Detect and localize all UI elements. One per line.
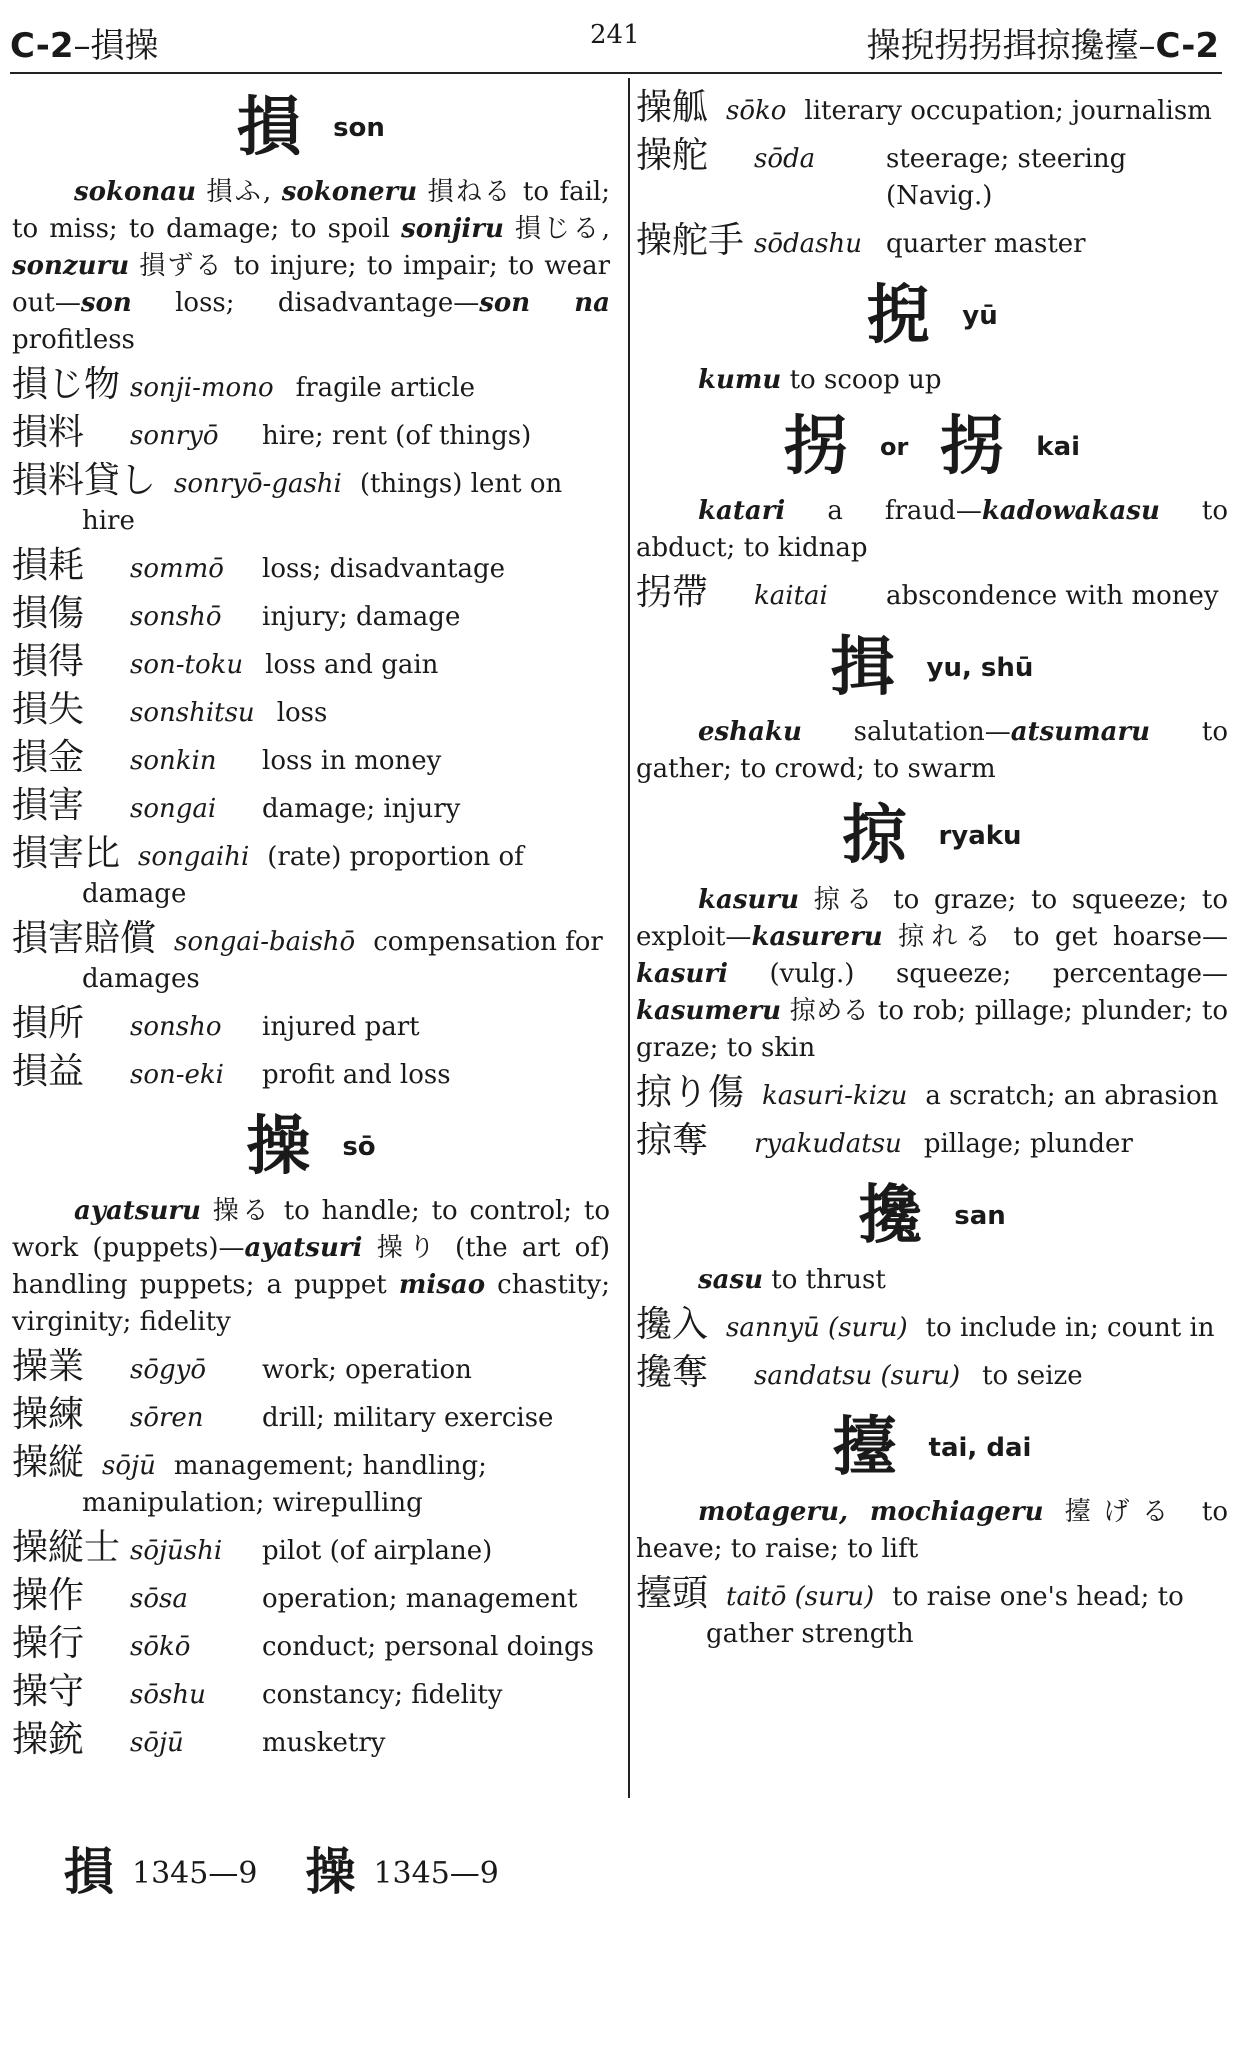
header-left-title: 損操 — [90, 26, 159, 66]
dictionary-entry — [636, 1074, 1228, 1115]
definition-san — [636, 1262, 1228, 1299]
kanji-heading-yu — [636, 270, 1228, 362]
entry-kanji: 操縦 — [12, 1442, 85, 1483]
cross-reference-footer — [64, 1832, 547, 1904]
dictionary-entry — [12, 1444, 610, 1522]
entry-romaji: sommō — [130, 554, 224, 584]
entry-kanji: 操銃 — [12, 1719, 85, 1760]
entry-kanji: 操業 — [12, 1346, 85, 1387]
xref-kanji: 操 — [305, 1842, 356, 1901]
def-text: 損ねる to fail; to miss; to damage; to spoil — [12, 177, 611, 244]
kanji-heading-kai — [636, 401, 1228, 493]
dictionary-entry — [12, 1005, 610, 1046]
dictionary-entry — [12, 595, 610, 636]
heading-kanji: 揖 — [830, 630, 895, 705]
def-term: eshaku — [698, 717, 802, 747]
heading-reading: san — [954, 1201, 1006, 1231]
dictionary-entry — [12, 1053, 610, 1094]
def-text: 損ふ, — [196, 177, 282, 207]
def-text: loss; disadvantage— — [131, 288, 480, 318]
entry-meaning: loss; disadvantage — [262, 554, 506, 584]
dictionary-entry — [12, 547, 610, 588]
definition-yu — [636, 362, 1228, 399]
heading-or: or — [879, 433, 909, 461]
dictionary-entry — [12, 462, 610, 540]
def-text: 掠る to graze; to squeeze; to exploit— — [636, 885, 1228, 952]
definition-son — [12, 174, 610, 359]
def-term: sasu — [698, 1265, 764, 1295]
definition-so — [12, 1193, 610, 1341]
dictionary-entry — [636, 89, 1228, 130]
header-right: 操掜拐拐揖掠攙擡–C-2 — [866, 26, 1219, 66]
entry-romaji: sōko — [726, 96, 787, 126]
heading-kanji: 掜 — [866, 278, 931, 353]
def-term: sonzuru — [12, 251, 130, 281]
entry-romaji: sōdashu — [754, 229, 862, 259]
entry-romaji: sonji-mono — [130, 373, 274, 403]
def-term: ayatsuri — [244, 1233, 363, 1263]
def-text: 操り (the art of) handling puppets; a puppet — [12, 1233, 610, 1300]
def-text: 掠める to rob; pillage; plunder; to graze; to skin — [636, 996, 1228, 1063]
dictionary-entry — [636, 1354, 1228, 1395]
heading-kanji: 損 — [237, 90, 302, 165]
def-text: to abduct; to kidnap — [636, 496, 1228, 563]
entry-kanji: 損金 — [12, 737, 85, 778]
entry-romaji: sōkō — [130, 1632, 191, 1662]
entry-meaning: loss and gain — [265, 650, 439, 680]
def-text: chastity; virginity; fidelity — [12, 1270, 610, 1337]
entry-kanji: 掠り傷 — [636, 1072, 745, 1113]
def-term: kasureru — [751, 922, 883, 952]
entry-romaji: sandatsu (suru) — [754, 1361, 961, 1391]
left-column — [12, 82, 610, 1769]
right-column — [636, 82, 1228, 1660]
dictionary-entry — [12, 1396, 610, 1437]
heading-reading: sō — [342, 1132, 376, 1162]
kanji-heading-ryaku — [636, 790, 1228, 882]
entry-romaji: son-toku — [130, 650, 244, 680]
dictionary-entry — [12, 1348, 610, 1389]
heading-reading: son — [333, 113, 385, 143]
entry-kanji: 操舵 — [636, 135, 709, 176]
entry-romaji: sōren — [130, 1403, 204, 1433]
entry-meaning: management; handling; manipulation; wirepulling — [82, 1451, 487, 1518]
entry-kanji: 損じ物 — [12, 364, 121, 405]
entry-meaning: a scratch; an abrasion — [925, 1081, 1219, 1111]
entry-kanji: 損害賠償 — [12, 918, 157, 959]
dictionary-entry — [12, 414, 610, 455]
entry-meaning: damage; injury — [262, 794, 461, 824]
kanji-heading-son — [12, 82, 610, 174]
heading-reading: yu, shū — [926, 653, 1034, 683]
entry-romaji: sonshitsu — [130, 698, 255, 728]
definition-yushu — [636, 714, 1228, 788]
entry-romaji: sōgyō — [130, 1355, 206, 1385]
entry-meaning: constancy; fidelity — [262, 1680, 503, 1710]
entry-meaning: drill; military exercise — [262, 1403, 554, 1433]
entry-romaji: kaitai — [754, 581, 828, 611]
page-number: 241 — [590, 20, 640, 50]
def-term: kadowakasu — [981, 496, 1160, 526]
kanji-heading-san — [636, 1170, 1228, 1262]
entry-kanji: 掠奪 — [636, 1120, 709, 1161]
entry-kanji: 損所 — [12, 1003, 85, 1044]
dictionary-entry — [12, 691, 610, 732]
heading-kanji: 操 — [246, 1109, 311, 1184]
entry-romaji: sannyū (suru) — [726, 1313, 908, 1343]
entry-meaning: injury; damage — [262, 602, 461, 632]
dictionary-entry — [636, 574, 1228, 615]
entry-kanji: 擡頭 — [636, 1573, 709, 1614]
dictionary-entry — [12, 1673, 610, 1714]
def-term: sokonau — [74, 177, 196, 207]
entry-meaning: hire; rent (of things) — [262, 421, 532, 451]
dictionary-entry — [636, 222, 1228, 263]
entry-kanji: 操舵手 — [636, 220, 745, 261]
entry-romaji: sōjū — [130, 1728, 184, 1758]
entry-meaning: to raise one's head; to gather strength — [706, 1582, 1184, 1649]
entry-romaji: sōjūshi — [130, 1536, 223, 1566]
entry-kanji: 損害比 — [12, 833, 121, 874]
entry-meaning: (rate) proportion of damage — [82, 842, 524, 909]
def-term: ayatsuru — [74, 1196, 201, 1226]
entry-kanji: 損得 — [12, 641, 85, 682]
dictionary-entry — [12, 1721, 610, 1762]
def-term: son na — [479, 288, 611, 318]
entry-kanji: 損料貸し — [12, 460, 157, 501]
dictionary-entry — [12, 1577, 610, 1618]
definition-ryaku — [636, 882, 1228, 1067]
heading-reading: ryaku — [938, 821, 1022, 851]
def-text: 掠れる to get hoarse— — [882, 922, 1228, 952]
def-text: profitless — [12, 325, 135, 355]
entry-kanji: 損傷 — [12, 593, 85, 634]
entry-meaning: musketry — [262, 1728, 386, 1758]
entry-romaji: sōjū — [102, 1451, 156, 1481]
entry-kanji: 損料 — [12, 412, 85, 453]
entry-romaji: sōshu — [130, 1680, 206, 1710]
kanji-heading-so — [12, 1101, 610, 1193]
entry-kanji: 操作 — [12, 1575, 85, 1616]
dictionary-entry — [636, 137, 1228, 215]
entry-meaning: pilot (of airplane) — [262, 1536, 493, 1566]
entry-romaji: songai — [130, 794, 217, 824]
entry-romaji: ryakudatsu — [754, 1129, 902, 1159]
dictionary-entry — [636, 1575, 1228, 1653]
entry-kanji: 損失 — [12, 689, 85, 730]
xref-number: 1345—9 — [373, 1856, 499, 1891]
def-text: 擡げる to heave; to raise; to lift — [636, 1497, 1228, 1564]
entry-romaji: sonsho — [130, 1012, 222, 1042]
entry-kanji: 攙奪 — [636, 1352, 709, 1393]
header-rule — [10, 72, 1222, 74]
def-text: to thrust — [763, 1265, 886, 1295]
heading-kanji: 掠 — [842, 798, 907, 873]
entry-romaji: sōda — [754, 144, 816, 174]
entry-meaning: (things) lent on hire — [82, 469, 563, 536]
entry-romaji: sōsa — [130, 1584, 188, 1614]
entry-kanji: 操縦士 — [12, 1527, 121, 1568]
def-term: misao — [398, 1270, 486, 1300]
entry-romaji: songaihi — [138, 842, 250, 872]
def-term: kasuri — [636, 959, 728, 989]
page-header — [0, 0, 1241, 78]
entry-romaji: songai-baishō — [174, 927, 356, 957]
definition-kai — [636, 493, 1228, 567]
dictionary-entry — [636, 1122, 1228, 1163]
heading-kanji: 拐 — [783, 409, 848, 484]
dictionary-entry — [12, 366, 610, 407]
entry-meaning: loss — [276, 698, 328, 728]
def-text: salutation— — [801, 717, 1011, 747]
dictionary-entry — [12, 643, 610, 684]
dictionary-entry — [636, 1306, 1228, 1347]
section-code-right: C-2 — [1155, 26, 1219, 66]
entry-kanji: 損害 — [12, 785, 85, 826]
entry-kanji: 拐帶 — [636, 572, 709, 613]
def-term: son — [80, 288, 132, 318]
dictionary-entry — [12, 835, 610, 913]
dictionary-entry — [12, 739, 610, 780]
def-term: sokoneru — [281, 177, 418, 207]
entry-kanji: 操觚 — [636, 87, 709, 128]
entry-kanji: 操守 — [12, 1671, 85, 1712]
xref-number: 1345—9 — [132, 1856, 258, 1891]
entry-meaning: quarter master — [886, 229, 1086, 259]
header-right-title: 操掜拐拐揖掠攙擡 — [866, 26, 1139, 66]
heading-kanji-variant: 拐 — [940, 409, 1005, 484]
def-term: kasumeru — [636, 996, 782, 1026]
def-text: a fraud— — [785, 496, 982, 526]
entry-meaning: abscondence with money — [886, 581, 1219, 611]
def-text: to scoop up — [781, 365, 942, 395]
entry-meaning: to seize — [982, 1361, 1083, 1391]
def-term: kasuru — [698, 885, 800, 915]
entry-meaning: pillage; plunder — [923, 1129, 1133, 1159]
kanji-heading-tai — [636, 1402, 1228, 1494]
entry-meaning: loss in money — [262, 746, 442, 776]
kanji-heading-yushu — [636, 622, 1228, 714]
def-term: atsumaru — [1010, 717, 1151, 747]
entry-meaning: literary occupation; journalism — [804, 96, 1212, 126]
heading-kanji: 攙 — [858, 1178, 923, 1253]
entry-kanji: 損耗 — [12, 545, 85, 586]
entry-meaning: work; operation — [262, 1355, 472, 1385]
entry-romaji: sonkin — [130, 746, 217, 776]
def-text: 損ずる to injure; to impair; to wear out— — [12, 251, 610, 318]
entry-kanji: 攙入 — [636, 1304, 709, 1345]
def-term: kumu — [698, 365, 782, 395]
definition-tai — [636, 1494, 1228, 1568]
entry-romaji: son-eki — [130, 1060, 224, 1090]
entry-romaji: kasuri-kizu — [762, 1081, 908, 1111]
entry-meaning: fragile article — [295, 373, 476, 403]
entry-kanji: 操行 — [12, 1623, 85, 1664]
column-divider — [628, 78, 630, 1798]
entry-kanji: 操練 — [12, 1394, 85, 1435]
heading-reading: kai — [1036, 432, 1081, 462]
def-text: 操る to handle; to control; to work (puppets)— — [12, 1196, 610, 1263]
entry-romaji: sonryō — [130, 421, 219, 451]
entry-meaning: profit and loss — [262, 1060, 451, 1090]
entry-meaning: injured part — [262, 1012, 420, 1042]
entry-meaning: compensation for damages — [82, 927, 603, 994]
entry-kanji: 損益 — [12, 1051, 85, 1092]
dictionary-entry — [12, 787, 610, 828]
entry-romaji: taitō (suru) — [726, 1582, 875, 1612]
heading-kanji: 擡 — [832, 1410, 897, 1485]
header-left: C-2–損操 — [10, 26, 159, 66]
entry-meaning: to include in; count in — [925, 1313, 1215, 1343]
heading-reading: tai, dai — [928, 1433, 1032, 1463]
entry-meaning: conduct; personal doings — [262, 1632, 595, 1662]
entry-romaji: sonshō — [130, 602, 222, 632]
def-term: motageru, mochiageru — [698, 1497, 1044, 1527]
def-term: sonjiru — [401, 214, 504, 244]
entry-romaji: sonryō-gashi — [174, 469, 342, 499]
def-text: 損じる, — [503, 214, 610, 244]
def-text: to gather; to crowd; to swarm — [636, 717, 1228, 784]
dictionary-entry — [12, 1625, 610, 1666]
def-term: katari — [698, 496, 786, 526]
dictionary-entry — [12, 920, 610, 998]
entry-meaning: steerage; steering (Navig.) — [886, 144, 1127, 211]
heading-reading: yū — [962, 301, 998, 331]
dictionary-entry — [12, 1529, 610, 1570]
xref-kanji: 損 — [64, 1842, 114, 1901]
entry-meaning: operation; management — [262, 1584, 578, 1614]
def-text: (vulg.) squeeze; percentage— — [727, 959, 1228, 989]
section-code-left: C-2 — [10, 26, 74, 66]
